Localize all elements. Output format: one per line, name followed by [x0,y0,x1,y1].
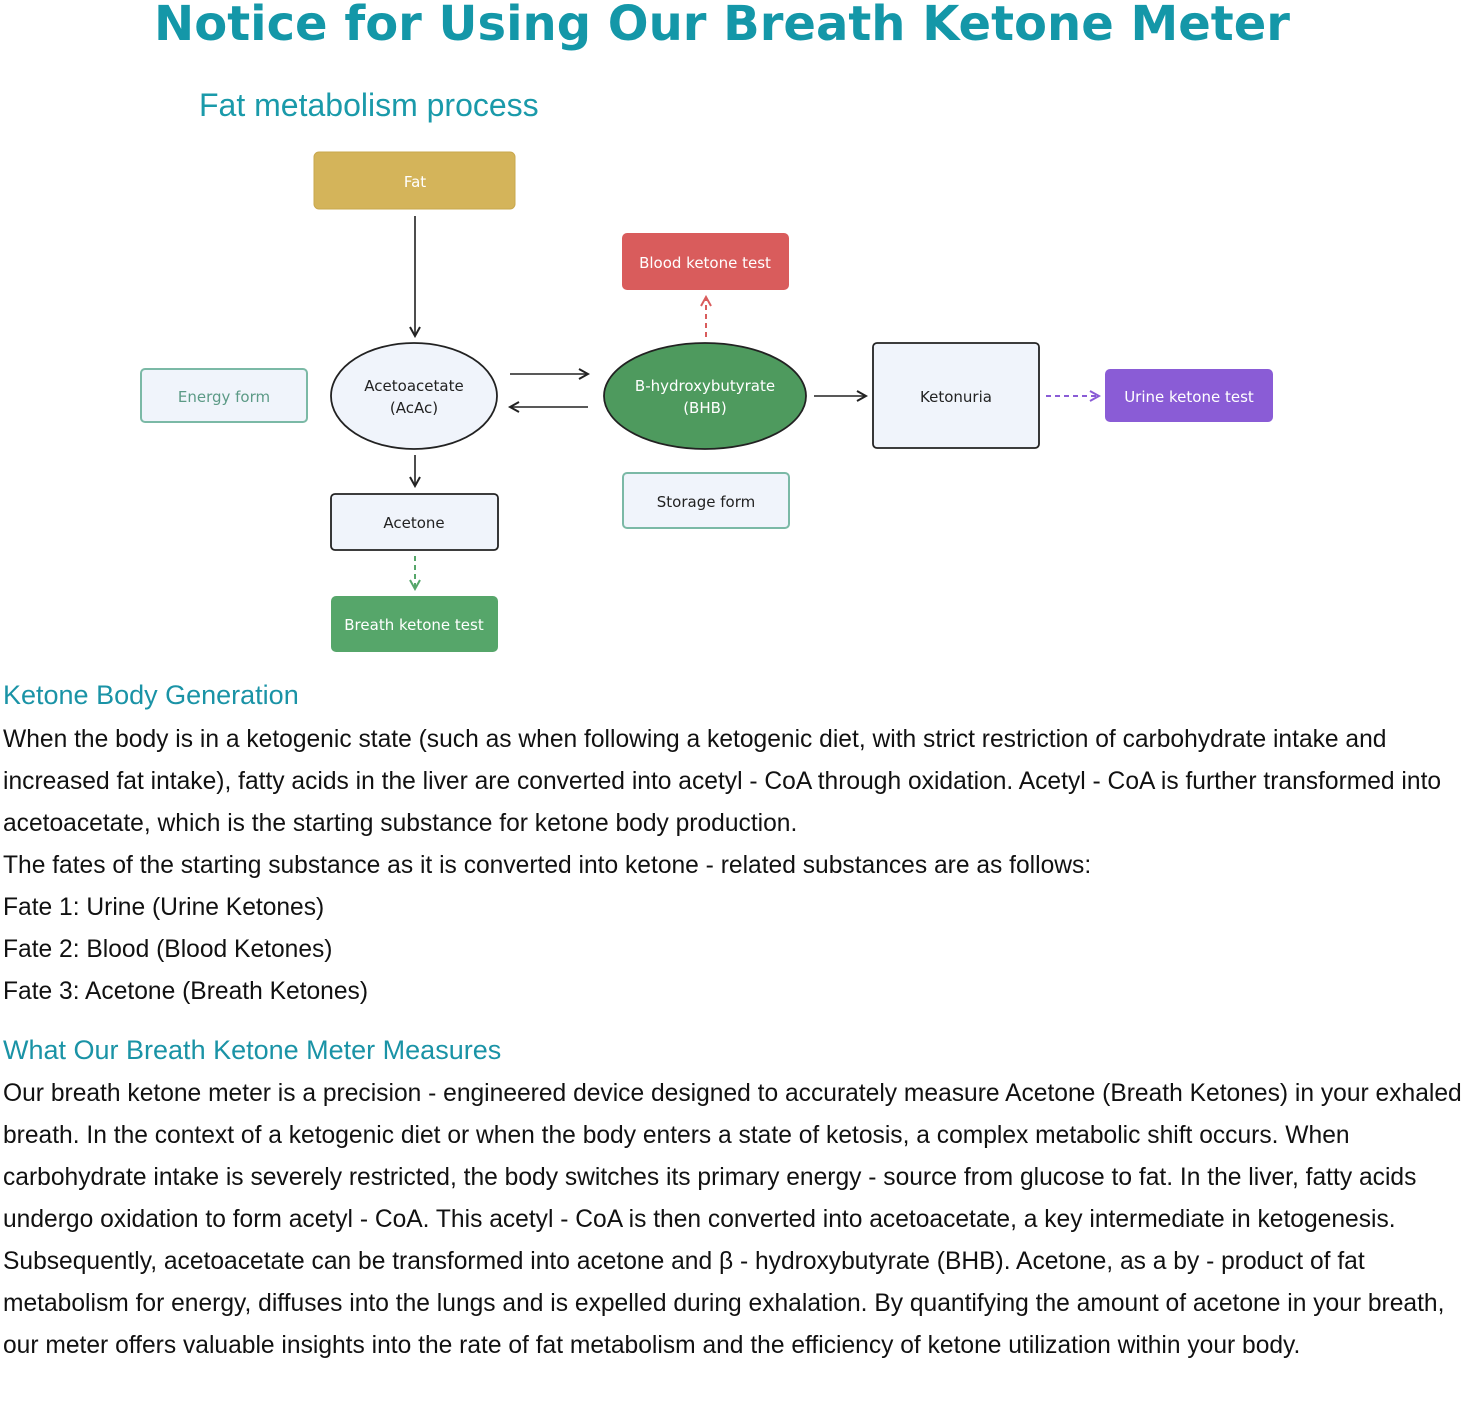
energy-form-label: Energy form [177,388,271,406]
ketonuria-label: Ketonuria [920,388,992,406]
ketone-generation-body [3,719,1473,1013]
blood-ketone-test-node [622,233,789,290]
breath-ketone-test-label: Breath ketone test [344,616,484,634]
storage-form-node [623,473,789,528]
breath-ketone-test-node [331,596,498,652]
meter-measures-paragraph: Our breath ketone meter is a precision - engineered device designed to accurately measure Acetone (Breath Ketones) in your exhaled breath. In the context of a ketogenic diet or when the body enters a state of ketosis, a complex metabolic shift occurs. When carbohydrate intake is severely restricted, the body switches its primary energy - source from glucose to fat. In the liver, fatty acids undergo oxidation to form acetyl - CoA. This acetyl - CoA is then converted into acetoacetate, a key intermediate in ketogenesis. Subsequently, acetoacetate can be transformed into acetone and β - hydroxybutyrate (BHB). Acetone, as a by - product of fat metabolism for energy, diffuses into the lungs and is expelled during exhalation. By quantifying the amount of acetone in your breath, our meter offers valuable insights into the rate of fat metabolism and the efficiency of ketone utilization within your body. [3,1080,1462,1359]
fate-3: Fate 3: Acetone (Breath Ketones) [3,978,369,1005]
acac-abbrev-label: (AcAc) [389,399,439,417]
fate-2: Fate 2: Blood (Blood Ketones) [3,936,333,963]
energy-form-node [141,369,307,422]
urine-ketone-test-node [1105,369,1273,422]
fat-node-label: Fat [403,173,427,191]
urine-ketone-test-label: Urine ketone test [1124,388,1254,406]
acetoacetate-label: Acetoacetate [364,377,464,395]
ketonuria-node [873,343,1039,448]
ketone-generation-paragraph: When the body is in a ketogenic state (such as when following a ketogenic diet, with strict restriction of carbohydrate intake and increased fat intake), fatty acids in the liver are converted into acetyl - CoA through oxidation. Acetyl - CoA is further transformed into acetoacetate, which is the starting substance for ketone body production. [3,726,1442,837]
diagram-heading: Fat metabolism process [199,87,539,123]
fat-node [314,152,515,209]
fates-intro: The fates of the starting substance as it is converted into ketone - related substances are as follows: [3,852,1092,879]
page-title: Notice for Using Our Breath Ketone Meter [154,0,1290,52]
acetone-label: Acetone [383,514,445,532]
fat-metabolism-diagram [0,0,1474,670]
blood-ketone-test-label: Blood ketone test [639,254,771,272]
meter-measures-heading: What Our Breath Ketone Meter Measures [3,1035,502,1065]
bhb-abbrev-label: (BHB) [683,399,727,417]
meter-measures-body [3,1073,1473,1367]
acetoacetate-node [331,343,497,449]
ketone-generation-heading: Ketone Body Generation [3,680,299,710]
fate-1: Fate 1: Urine (Urine Ketones) [3,894,325,921]
storage-form-label: Storage form [656,493,756,511]
bhb-node [604,343,806,449]
acetone-node [331,494,498,550]
bhb-label: B-hydroxybutyrate [634,377,776,395]
